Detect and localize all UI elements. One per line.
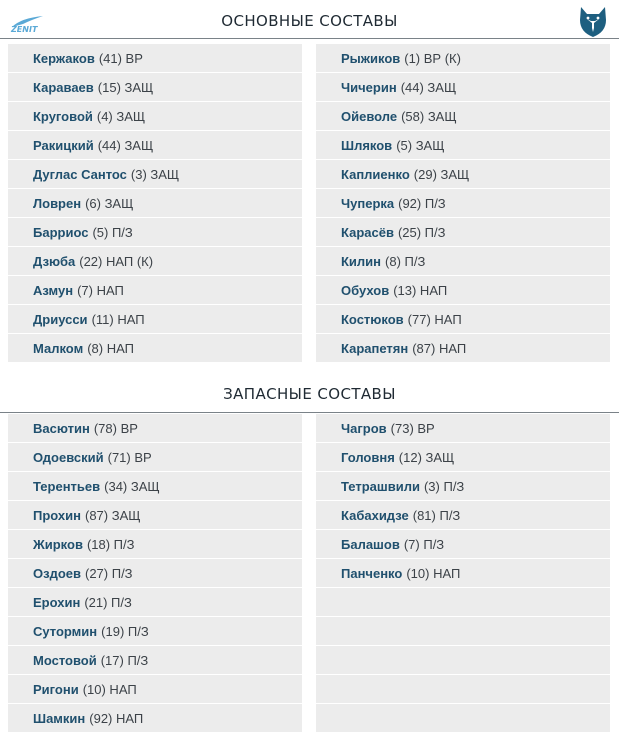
player-name[interactable]: Панченко	[341, 565, 403, 581]
player-row[interactable]	[8, 472, 302, 500]
player-name[interactable]: Чичерин	[341, 79, 397, 95]
player-number-position: (7) П/З	[403, 536, 445, 552]
player-name[interactable]: Малком	[33, 340, 84, 356]
player-row[interactable]	[8, 443, 302, 471]
empty-row	[316, 704, 610, 732]
starting-lineups-title: ОСНОВНЫЕ СОСТАВЫ	[221, 12, 398, 30]
player-row[interactable]	[316, 44, 610, 72]
player-name[interactable]: Кержаков	[33, 50, 95, 66]
player-number-position: (27) П/З	[85, 565, 133, 581]
player-number-position: (10) НАП	[82, 681, 137, 697]
player-number-position: (92) НАП	[89, 710, 144, 726]
player-row[interactable]	[8, 704, 302, 732]
empty-row	[316, 646, 610, 674]
empty-row	[316, 675, 610, 703]
player-number-position: (71) ВР	[107, 449, 152, 465]
player-number-position: (12) ЗАЩ	[398, 449, 455, 465]
player-name[interactable]: Жирков	[33, 536, 83, 552]
player-row[interactable]	[316, 247, 610, 275]
player-number-position: (3) ЗАЩ	[130, 166, 180, 182]
player-name[interactable]: Мостовой	[33, 652, 97, 668]
player-row[interactable]	[8, 646, 302, 674]
player-row[interactable]	[316, 501, 610, 529]
player-name[interactable]: Чагров	[341, 420, 387, 436]
player-row[interactable]	[8, 102, 302, 130]
player-row[interactable]	[316, 559, 610, 587]
player-name[interactable]: Балашов	[341, 536, 400, 552]
substitutes-title: ЗАПАСНЫЕ СОСТАВЫ	[223, 385, 396, 403]
player-row[interactable]	[8, 588, 302, 616]
empty-row	[316, 617, 610, 645]
player-row[interactable]	[8, 675, 302, 703]
player-number-position: (41) ВР	[98, 50, 143, 66]
player-number-position: (15) ЗАЩ	[97, 79, 154, 95]
player-number-position: (5) П/З	[92, 224, 133, 240]
player-row[interactable]	[316, 73, 610, 101]
player-name[interactable]: Тетрашвили	[341, 478, 420, 494]
player-row[interactable]	[8, 247, 302, 275]
player-row[interactable]	[8, 414, 302, 442]
player-row[interactable]	[8, 160, 302, 188]
player-number-position: (25) П/З	[397, 224, 446, 240]
player-row[interactable]	[316, 218, 610, 246]
away-substitutes-list	[316, 414, 610, 733]
player-name[interactable]: Дриусси	[33, 311, 88, 327]
player-name[interactable]: Головня	[341, 449, 395, 465]
player-number-position: (58) ЗАЩ	[401, 108, 457, 124]
player-row[interactable]	[8, 218, 302, 246]
player-number-position: (18) П/З	[86, 536, 135, 552]
player-name[interactable]: Рыжиков	[341, 50, 401, 66]
player-name[interactable]: Васютин	[33, 420, 90, 436]
player-number-position: (34) ЗАЩ	[104, 478, 160, 494]
player-number-position: (29) ЗАЩ	[413, 166, 470, 182]
player-number-position: (1) ВР (К)	[404, 50, 461, 66]
player-number-position: (7) НАП	[77, 282, 124, 298]
player-number-position: (92) П/З	[398, 195, 446, 211]
player-number-position: (8) НАП	[87, 340, 134, 356]
player-name[interactable]: Прохин	[33, 507, 81, 523]
player-number-position: (13) НАП	[393, 282, 448, 298]
player-number-position: (3) П/З	[423, 478, 465, 494]
player-number-position: (17) П/З	[100, 652, 149, 668]
player-number-position: (44) ЗАЩ	[97, 137, 154, 153]
player-row[interactable]	[316, 160, 610, 188]
player-number-position: (4) ЗАЩ	[96, 108, 146, 124]
player-row[interactable]	[316, 443, 610, 471]
player-name[interactable]: Караваев	[33, 79, 94, 95]
player-number-position: (11) НАП	[91, 311, 145, 327]
player-name[interactable]: Шамкин	[33, 710, 86, 726]
player-number-position: (78) ВР	[93, 420, 138, 436]
home-substitutes-list	[8, 414, 302, 733]
player-name[interactable]: Ригони	[33, 681, 79, 697]
player-row[interactable]	[8, 305, 302, 333]
player-name[interactable]: Карапетян	[341, 340, 409, 356]
player-name[interactable]: Каплиенко	[341, 166, 410, 182]
player-name[interactable]: Шляков	[341, 137, 393, 153]
player-name[interactable]: Одоевский	[33, 449, 104, 465]
player-number-position: (73) ВР	[390, 420, 435, 436]
player-row[interactable]	[8, 44, 302, 72]
away-starting-list	[316, 44, 610, 363]
player-number-position: (19) П/З	[101, 623, 149, 639]
player-row[interactable]	[8, 131, 302, 159]
player-name[interactable]: Барриос	[33, 224, 89, 240]
player-row[interactable]	[316, 276, 610, 304]
player-row[interactable]	[316, 530, 610, 558]
player-name[interactable]: Терентьев	[33, 478, 101, 494]
player-number-position: (21) П/З	[84, 594, 132, 610]
player-number-position: (87) НАП	[412, 340, 467, 356]
player-number-position: (22) НАП (К)	[79, 253, 154, 269]
tambov-wolf-logo-icon[interactable]	[578, 6, 608, 38]
player-name[interactable]: Дзюба	[33, 253, 76, 269]
player-number-position: (8) П/З	[385, 253, 426, 269]
player-number-position: (10) НАП	[406, 565, 461, 581]
player-name[interactable]: Азмун	[33, 282, 74, 298]
player-row[interactable]	[316, 472, 610, 500]
player-row[interactable]	[8, 189, 302, 217]
player-row[interactable]	[316, 334, 610, 362]
home-starting-list	[8, 44, 302, 363]
player-name[interactable]: Ерохин	[33, 594, 81, 610]
player-name[interactable]: Обухов	[341, 282, 390, 298]
player-row[interactable]	[8, 501, 302, 529]
player-name[interactable]: Костюков	[341, 311, 404, 327]
player-row[interactable]	[8, 559, 302, 587]
player-name[interactable]: Чуперка	[341, 195, 395, 211]
player-number-position: (81) П/З	[412, 507, 461, 523]
player-name[interactable]: Круговой	[33, 108, 93, 124]
player-row[interactable]	[316, 102, 610, 130]
player-row[interactable]	[316, 305, 610, 333]
empty-row	[316, 588, 610, 616]
player-row[interactable]	[8, 617, 302, 645]
player-number-position: (5) ЗАЩ	[396, 137, 445, 153]
player-name[interactable]: Кабахидзе	[341, 507, 409, 523]
player-name[interactable]: Сутормин	[33, 623, 98, 639]
player-name[interactable]: Ракицкий	[33, 137, 94, 153]
player-name[interactable]: Дуглас Сантос	[33, 166, 127, 182]
player-name[interactable]: Килин	[341, 253, 382, 269]
player-name[interactable]: Ловрен	[33, 195, 82, 211]
zenit-logo-text: ZENIT	[11, 25, 38, 34]
substitutes-header	[0, 372, 619, 413]
player-row[interactable]	[8, 334, 302, 362]
player-name[interactable]: Карасёв	[341, 224, 394, 240]
player-row[interactable]	[8, 530, 302, 558]
player-name[interactable]: Ойеволе	[341, 108, 398, 124]
starting-lineups-header	[0, 0, 619, 39]
player-number-position: (6) ЗАЩ	[85, 195, 134, 211]
player-number-position: (77) НАП	[407, 311, 462, 327]
player-number-position: (87) ЗАЩ	[84, 507, 141, 523]
player-number-position: (44) ЗАЩ	[400, 79, 457, 95]
player-row[interactable]	[316, 131, 610, 159]
player-name[interactable]: Оздоев	[33, 565, 81, 581]
player-row[interactable]	[316, 414, 610, 442]
player-row[interactable]	[8, 276, 302, 304]
player-row[interactable]	[316, 189, 610, 217]
player-row[interactable]	[8, 73, 302, 101]
